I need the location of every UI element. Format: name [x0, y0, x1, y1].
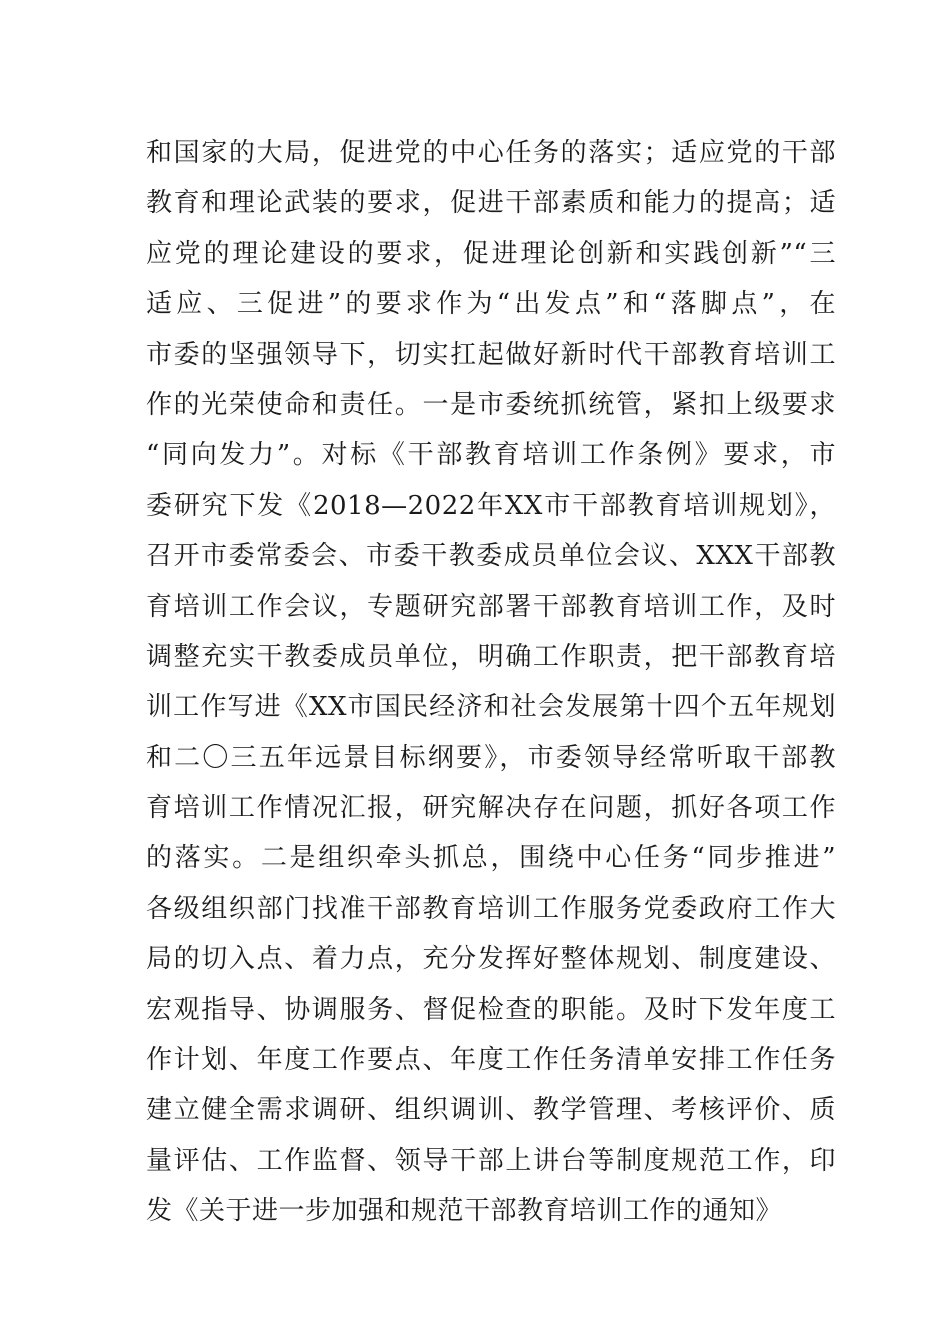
text-line: 量评估、工作监督、领导干部上讲台等制度规范工作，印: [146, 1145, 836, 1176]
text-line: 宏观指导、协调服务、督促检查的职能。及时下发年度工: [146, 994, 836, 1025]
text-line: 和二〇三五年远景目标纲要》，市委领导经常听取干部教: [146, 742, 836, 773]
text-line: 调整充实干教委成员单位，明确工作职责，把干部教育培: [146, 641, 836, 672]
text-line: 局的切入点、着力点，充分发挥好整体规划、制度建设、: [146, 944, 836, 975]
text-line: 建立健全需求调研、组织调训、教学管理、考核评价、质: [146, 1095, 836, 1126]
text-line: 教育和理论武装的要求，促进干部素质和能力的提高；适: [146, 188, 836, 219]
text-line: 和国家的大局，促进党的中心任务的落实；适应党的干部: [146, 138, 836, 168]
text-line: 作计划、年度工作要点、年度工作任务清单安排工作任务: [146, 1045, 836, 1076]
text-line: 委研究下发《2018—2022年XX市干部教育培训规划》，: [146, 490, 836, 521]
text-line: 育培训工作会议，专题研究部署干部教育培训工作，及时: [146, 591, 836, 622]
text-line: 适应、三促进”的要求作为“出发点”和“落脚点”，在: [146, 289, 836, 320]
text-line: 发《关于进一步加强和规范干部教育培训工作的通知》: [146, 1196, 783, 1227]
text-line: 召开市委常委会、市委干教委成员单位会议、XXX干部教: [146, 541, 836, 572]
text-line: 的落实。二是组织牵头抓总，围绕中心任务“同步推进”: [146, 843, 836, 874]
text-line: 市委的坚强领导下，切实扛起做好新时代干部教育培训工: [146, 339, 836, 370]
text-line: 作的光荣使命和责任。一是市委统抓统管，紧扣上级要求: [146, 389, 836, 420]
text-line: “同向发力”。对标《干部教育培训工作条例》要求，市: [146, 440, 836, 471]
text-line: 各级组织部门找准干部教育培训工作服务党委政府工作大: [146, 893, 836, 924]
text-line: 育培训工作情况汇报，研究解决存在问题，抓好各项工作: [146, 793, 836, 824]
text-line: 训工作写进《XX市国民经济和社会发展第十四个五年规划: [146, 692, 836, 723]
text-line: 应党的理论建设的要求，促进理论创新和实践创新”“三: [146, 238, 836, 269]
body-text: [146, 128, 836, 1237]
